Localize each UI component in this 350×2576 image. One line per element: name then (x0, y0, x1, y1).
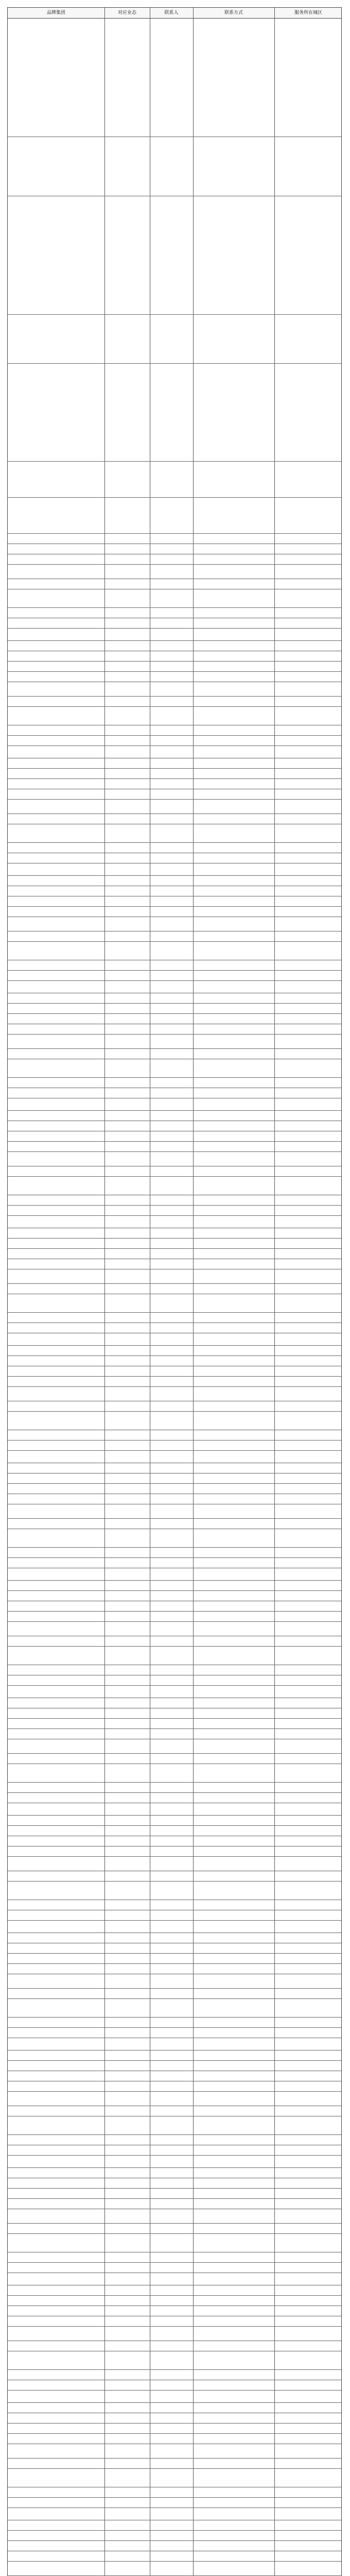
row-divider (8, 735, 341, 736)
row-divider (8, 842, 341, 843)
row-divider (8, 1580, 341, 1581)
row-divider (8, 1151, 341, 1152)
row-divider (8, 1376, 341, 1377)
row-divider (8, 1953, 341, 1954)
row-divider (8, 2060, 341, 2061)
row-divider (8, 2390, 341, 2391)
row-divider (8, 706, 341, 707)
row-divider (8, 533, 341, 534)
row-divider (8, 497, 341, 498)
column-header-brand-group: 品牌集团 (46, 10, 65, 15)
row-divider (8, 1547, 341, 1548)
row-divider (8, 2561, 341, 2562)
row-divider (8, 2167, 341, 2168)
row-divider (8, 2423, 341, 2424)
row-divider (8, 1355, 341, 1356)
row-divider (8, 363, 341, 364)
row-divider (8, 1963, 341, 1964)
table-header (8, 8, 341, 19)
row-divider (8, 2458, 341, 2459)
row-divider (8, 1621, 341, 1622)
row-divider (8, 768, 341, 769)
row-divider (8, 564, 341, 565)
row-divider (8, 1345, 341, 1346)
row-divider (8, 2017, 341, 2018)
row-divider (8, 2233, 341, 2234)
row-divider (8, 1782, 341, 1783)
row-divider (8, 1646, 341, 1647)
row-divider (8, 799, 341, 800)
column-header-contact-method: 联系方式 (224, 10, 243, 15)
row-divider (8, 1141, 341, 1142)
row-divider (8, 2155, 341, 2156)
row-divider (8, 1110, 341, 1111)
row-divider (8, 2091, 341, 2092)
document-table (7, 7, 342, 2576)
row-divider (8, 661, 341, 662)
row-divider (8, 1176, 341, 1177)
row-divider (8, 1718, 341, 1719)
row-divider (8, 1283, 341, 1284)
row-divider (8, 1753, 341, 1754)
row-divider (8, 640, 341, 641)
row-divider (8, 941, 341, 942)
row-divider (8, 1034, 341, 1035)
row-divider (8, 1728, 341, 1729)
row-divider (8, 628, 341, 629)
row-divider (8, 314, 341, 315)
column-header-business-type: 对应业态 (117, 10, 136, 15)
row-divider (8, 2134, 341, 2135)
row-divider (8, 1238, 341, 1239)
row-divider (8, 1450, 341, 1451)
row-divider (8, 1518, 341, 1519)
row-divider (8, 2507, 341, 2508)
row-divider (8, 1920, 341, 1921)
row-divider (8, 1998, 341, 1999)
row-divider (8, 745, 341, 746)
row-divider (8, 2369, 341, 2370)
table-body (8, 18, 341, 2576)
column-header-service-district: 服务所在城区 (294, 10, 322, 15)
row-divider (8, 1611, 341, 1612)
row-divider (8, 2198, 341, 2199)
row-divider (8, 671, 341, 672)
row-divider (8, 1312, 341, 1313)
row-divider (8, 1215, 341, 1216)
row-divider (8, 461, 341, 462)
row-divider (8, 1988, 341, 1989)
row-divider (8, 906, 341, 907)
row-divider (8, 2027, 341, 2028)
row-divider (8, 1792, 341, 1793)
row-divider (8, 2540, 341, 2541)
row-divider (8, 1590, 341, 1591)
row-divider (8, 1685, 341, 1686)
table-row-lines (8, 18, 341, 2576)
row-divider (8, 2326, 341, 2327)
row-divider (8, 2402, 341, 2403)
row-divider (8, 970, 341, 971)
row-divider (8, 2188, 341, 2189)
row-divider (8, 1856, 341, 1857)
row-divider (8, 1411, 341, 1412)
row-divider (8, 980, 341, 981)
row-divider (8, 1557, 341, 1558)
column-header-contact-person: 联系人 (164, 10, 179, 15)
row-divider (8, 2497, 341, 2498)
row-divider (8, 1881, 341, 1882)
row-divider (8, 2223, 341, 2224)
row-divider (8, 1048, 341, 1049)
row-divider (8, 1205, 341, 1206)
row-divider (8, 778, 341, 779)
row-divider (8, 2530, 341, 2531)
row-divider (8, 1825, 341, 1826)
row-divider (8, 696, 341, 697)
row-divider (8, 2295, 341, 2296)
row-divider (8, 2262, 341, 2263)
row-divider (8, 2468, 341, 2469)
row-divider (8, 1815, 341, 1816)
row-divider (8, 2433, 341, 2434)
row-divider (8, 1248, 341, 1249)
row-divider (8, 607, 341, 608)
row-divider (8, 1003, 341, 1004)
row-divider (8, 1386, 341, 1387)
row-divider (8, 875, 341, 876)
row-divider (8, 1483, 341, 1484)
row-divider (8, 1077, 341, 1078)
row-divider (8, 1013, 341, 1014)
